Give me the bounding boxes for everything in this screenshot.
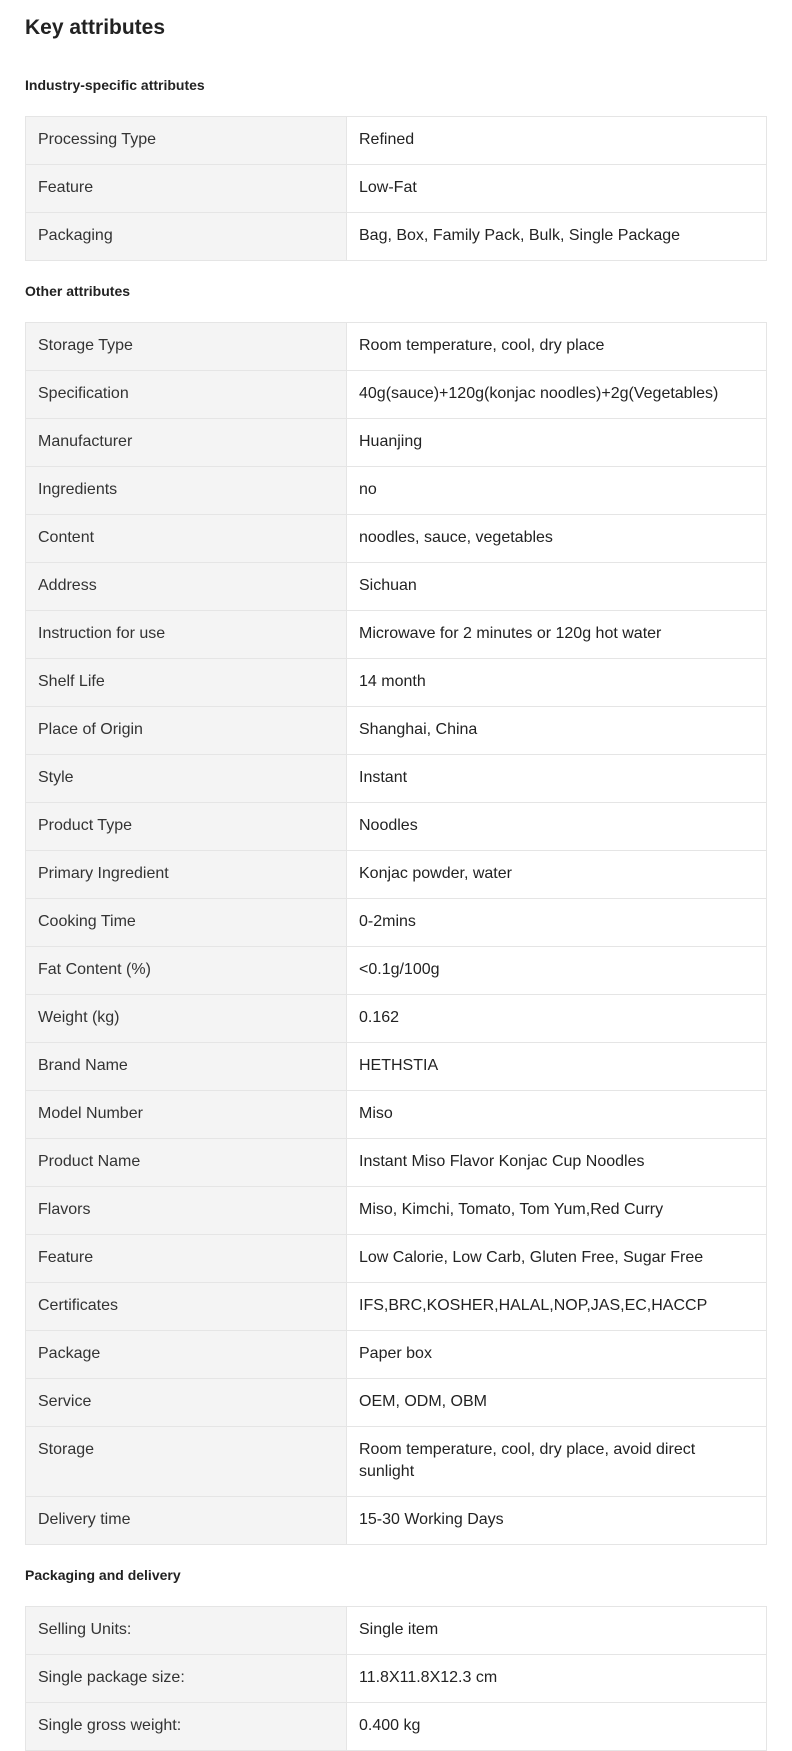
- attribute-key: Cooking Time: [26, 899, 347, 947]
- table-row: [26, 707, 767, 755]
- attribute-key: Shelf Life: [26, 659, 347, 707]
- table-row: [26, 899, 767, 947]
- attribute-key: Feature: [26, 165, 347, 213]
- table-row: [26, 1497, 767, 1545]
- table-row: [26, 611, 767, 659]
- table-row: [26, 1331, 767, 1379]
- attribute-value: no: [347, 467, 767, 515]
- attribute-value: Paper box: [347, 1331, 767, 1379]
- attribute-key: Storage: [26, 1427, 347, 1497]
- attribute-key: Weight (kg): [26, 995, 347, 1043]
- other-attributes-table: [25, 322, 767, 1545]
- attribute-key: Feature: [26, 1235, 347, 1283]
- attribute-key: Certificates: [26, 1283, 347, 1331]
- attribute-key: Delivery time: [26, 1497, 347, 1545]
- attribute-key: Single gross weight:: [26, 1703, 347, 1751]
- attribute-value: 14 month: [347, 659, 767, 707]
- page-title: Key attributes: [25, 16, 166, 39]
- attribute-value: <0.1g/100g: [347, 947, 767, 995]
- attribute-value: 11.8X11.8X12.3 cm: [347, 1655, 767, 1703]
- attribute-key: Specification: [26, 371, 347, 419]
- attribute-value: Room temperature, cool, dry place: [347, 323, 767, 371]
- attribute-key: Fat Content (%): [26, 947, 347, 995]
- table-row: [26, 851, 767, 899]
- table-row: [26, 1091, 767, 1139]
- attribute-value: Microwave for 2 minutes or 120g hot water: [347, 611, 767, 659]
- attribute-value: HETHSTIA: [347, 1043, 767, 1091]
- attribute-value: OEM, ODM, OBM: [347, 1379, 767, 1427]
- table-row: [26, 419, 767, 467]
- table-row: [26, 165, 767, 213]
- attribute-value: Huanjing: [347, 419, 767, 467]
- attribute-key: Selling Units:: [26, 1607, 347, 1655]
- table-row: [26, 213, 767, 261]
- attribute-value: noodles, sauce, vegetables: [347, 515, 767, 563]
- section-title-other: Other attributes: [25, 283, 131, 299]
- attribute-key: Product Type: [26, 803, 347, 851]
- table-row: [26, 1139, 767, 1187]
- table-row: [26, 323, 767, 371]
- attribute-key: Processing Type: [26, 117, 347, 165]
- table-row: [26, 947, 767, 995]
- table-row: [26, 467, 767, 515]
- table-row: [26, 563, 767, 611]
- packaging-delivery-table: [25, 1606, 767, 1751]
- table-row: [26, 755, 767, 803]
- attribute-value: Low-Fat: [347, 165, 767, 213]
- attribute-key: Ingredients: [26, 467, 347, 515]
- attribute-key: Flavors: [26, 1187, 347, 1235]
- attribute-value: IFS,BRC,KOSHER,HALAL,NOP,JAS,EC,HACCP: [347, 1283, 767, 1331]
- attribute-value: Sichuan: [347, 563, 767, 611]
- attribute-key: Package: [26, 1331, 347, 1379]
- key-attributes-panel: [25, 0, 767, 1751]
- table-row: [26, 371, 767, 419]
- attribute-value: 15-30 Working Days: [347, 1497, 767, 1545]
- table-row: [26, 1187, 767, 1235]
- attribute-value: 0.400 kg: [347, 1703, 767, 1751]
- attribute-value: Miso: [347, 1091, 767, 1139]
- attribute-value: Room temperature, cool, dry place, avoid direct sunlight: [347, 1427, 767, 1497]
- section-title-industry: Industry-specific attributes: [25, 77, 205, 93]
- table-row: [26, 1235, 767, 1283]
- attribute-value: Refined: [347, 117, 767, 165]
- attribute-key: Manufacturer: [26, 419, 347, 467]
- table-row: [26, 117, 767, 165]
- attribute-key: Content: [26, 515, 347, 563]
- attribute-key: Service: [26, 1379, 347, 1427]
- table-row: [26, 1043, 767, 1091]
- table-row: [26, 515, 767, 563]
- attribute-key: Address: [26, 563, 347, 611]
- attribute-key: Primary Ingredient: [26, 851, 347, 899]
- attribute-key: Model Number: [26, 1091, 347, 1139]
- table-row: [26, 1655, 767, 1703]
- attribute-key: Single package size:: [26, 1655, 347, 1703]
- attribute-value: Low Calorie, Low Carb, Gluten Free, Sugar Free: [347, 1235, 767, 1283]
- attribute-key: Product Name: [26, 1139, 347, 1187]
- table-row: [26, 803, 767, 851]
- table-row: [26, 1427, 767, 1497]
- attribute-value: 0.162: [347, 995, 767, 1043]
- industry-attributes-table: [25, 116, 767, 261]
- attribute-value: Konjac powder, water: [347, 851, 767, 899]
- attribute-value: Noodles: [347, 803, 767, 851]
- table-row: [26, 1607, 767, 1655]
- attribute-key: Style: [26, 755, 347, 803]
- table-row: [26, 1703, 767, 1751]
- table-row: [26, 1283, 767, 1331]
- table-row: [26, 1379, 767, 1427]
- attribute-key: Storage Type: [26, 323, 347, 371]
- attribute-value: Instant: [347, 755, 767, 803]
- table-row: [26, 995, 767, 1043]
- attribute-value: Bag, Box, Family Pack, Bulk, Single Package: [347, 213, 767, 261]
- attribute-key: Brand Name: [26, 1043, 347, 1091]
- attribute-key: Place of Origin: [26, 707, 347, 755]
- table-row: [26, 659, 767, 707]
- attribute-value: 40g(sauce)+120g(konjac noodles)+2g(Vegetables): [347, 371, 767, 419]
- attribute-value: Miso, Kimchi, Tomato, Tom Yum,Red Curry: [347, 1187, 767, 1235]
- attribute-value: 0-2mins: [347, 899, 767, 947]
- attribute-value: Shanghai, China: [347, 707, 767, 755]
- attribute-key: Packaging: [26, 213, 347, 261]
- attribute-value: Instant Miso Flavor Konjac Cup Noodles: [347, 1139, 767, 1187]
- attribute-key: Instruction for use: [26, 611, 347, 659]
- attribute-value: Single item: [347, 1607, 767, 1655]
- section-title-packaging: Packaging and delivery: [25, 1567, 181, 1583]
